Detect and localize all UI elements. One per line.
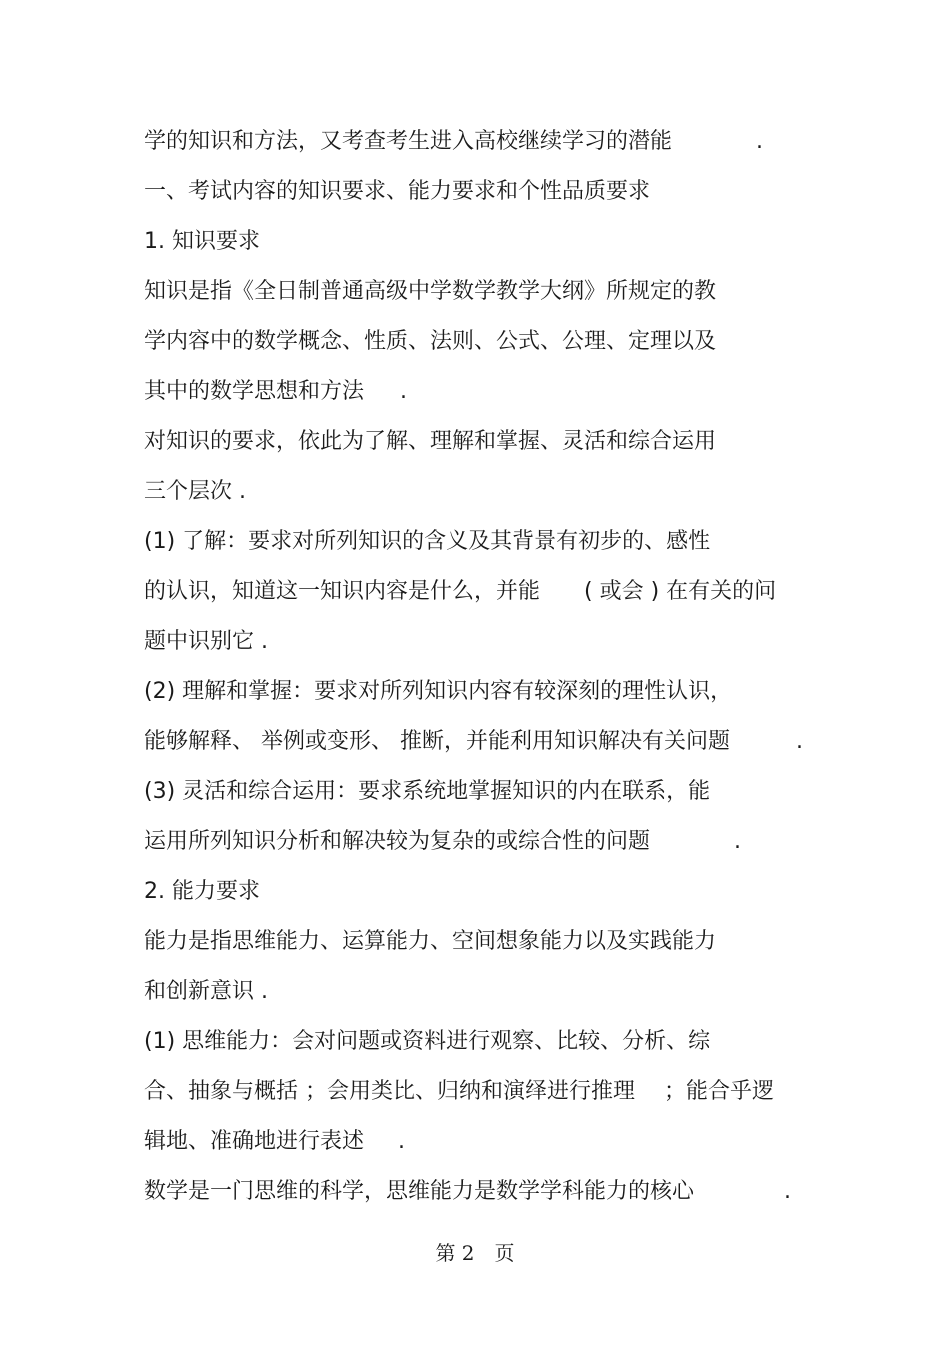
text-line-1: 学的知识和方法，又考查考生进入高校继续学习的潜能 .: [144, 129, 763, 154]
text-line-17: 能力是指思维能力、运算能力、空间想象能力以及实践能力: [144, 929, 717, 954]
text-line-19: (1) 思维能力：会对问题或资料进行观察、比较、分析、综: [144, 1029, 711, 1054]
text-line-9: (1) 了解：要求对所列知识的含义及其背景有初步的、感性: [144, 529, 711, 554]
text-line-8: 三个层次 .: [144, 479, 246, 504]
text-line-20: 合、抽象与概括 ；会用类比、归纳和演绎进行推理 ；能合乎逻: [144, 1079, 774, 1104]
text-line-13: 能够解释、 举例或变形、 推断，并能利用知识解决有关问题 .: [144, 729, 803, 754]
section-heading-1: 一、考试内容的知识要求、能力要求和个性品质要求: [144, 179, 651, 204]
text-line-4: 知识是指《全日制普通高级中学数学教学大纲》所规定的教: [144, 279, 717, 304]
text-line-21: 辑地、准确地进行表述 .: [144, 1129, 405, 1154]
text-line-15: 运用所列知识分析和解决较为复杂的或综合性的问题 .: [144, 829, 741, 854]
text-line-12: (2) 理解和掌握：要求对所列知识内容有较深刻的理性认识，: [144, 679, 733, 704]
text-line-22: 数学是一门思维的科学，思维能力是数学学科能力的核心 .: [144, 1179, 791, 1204]
subsection-heading-ability: 2. 能力要求: [144, 879, 260, 904]
text-line-7: 对知识的要求，依此为了解、理解和掌握、灵活和综合运用: [144, 429, 717, 454]
text-line-6: 其中的数学思想和方法 .: [144, 379, 407, 404]
text-line-18: 和创新意识 .: [144, 979, 268, 1004]
page-number: 第 2 页: [435, 1241, 515, 1265]
text-line-5: 学内容中的数学概念、性质、法则、公式、公理、定理以及: [144, 329, 717, 354]
subsection-heading-knowledge: 1. 知识要求: [144, 229, 260, 254]
text-line-10: 的认识，知道这一知识内容是什么，并能 ( 或会 ) 在有关的问: [144, 579, 777, 604]
text-line-11: 题中识别它 .: [144, 629, 268, 654]
text-line-14: (3) 灵活和综合运用：要求系统地掌握知识的内在联系，能: [144, 779, 711, 804]
